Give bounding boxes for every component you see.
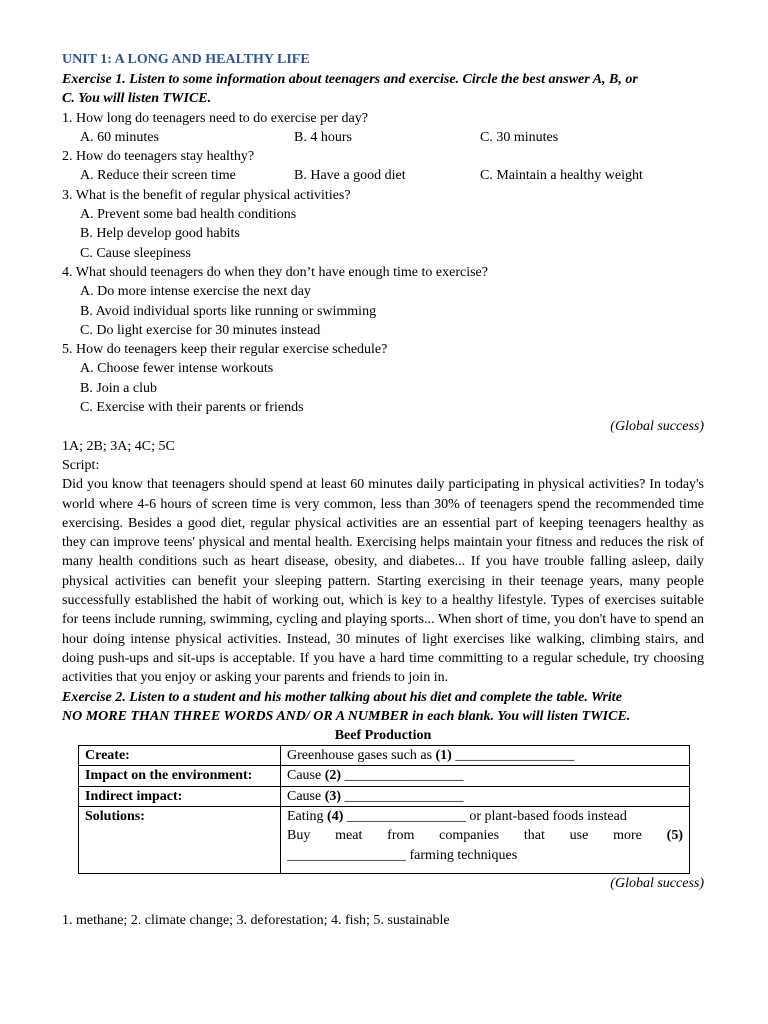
- option-a: A. Reduce their screen time: [80, 168, 236, 184]
- option-c: C. Exercise with their parents or friends: [80, 400, 304, 416]
- option-a: A. Do more intense exercise the next day: [80, 284, 311, 300]
- word: that: [523, 828, 545, 844]
- row-value: [281, 806, 690, 873]
- answer-blank: _________________: [341, 788, 464, 804]
- question-3: 3. What is the benefit of regular physical activities?: [62, 187, 351, 203]
- row-key: Solutions:: [79, 806, 281, 873]
- question-5: 5. How do teenagers keep their regular exercise schedule?: [62, 342, 388, 358]
- blank-number: (5): [666, 828, 683, 844]
- exercise1-source: (Global success): [610, 419, 704, 435]
- option-a: A. Prevent some bad health conditions: [80, 207, 297, 223]
- answer-blank: _________________: [341, 768, 464, 784]
- option-b: B. Join a club: [80, 380, 157, 396]
- exercise1-instruction-line1: Exercise 1. Listen to some information about teenagers and exercise. Circle the best answer A, B, or: [62, 72, 638, 87]
- answer-blank: _________________ or plant-based foods instead: [343, 808, 627, 824]
- beef-production-table: [78, 745, 690, 874]
- exercise1-instruction-line2: C. You will listen TWICE.: [62, 91, 212, 107]
- solutions-line2: [287, 826, 683, 845]
- option-c: C. 30 minutes: [480, 129, 559, 145]
- option-c: C. Cause sleepiness: [80, 245, 191, 261]
- value-text: Cause: [287, 788, 325, 804]
- option-c: C. Do light exercise for 30 minutes instead: [80, 322, 321, 338]
- blank-number: (3): [324, 788, 342, 804]
- option-b: B. Avoid individual sports like running or swimming: [80, 303, 377, 319]
- exercise2-instruction-line1: Exercise 2. Listen to a student and his mother talking about his diet and complete the table. Write: [62, 689, 622, 705]
- question-1: 1. How long do teenagers need to do exercise per day?: [62, 110, 368, 126]
- question-4: 4. What should teenagers do when they don’t have enough time to exercise?: [62, 264, 488, 280]
- table-row: [79, 746, 690, 766]
- option-c: C. Maintain a healthy weight: [480, 168, 643, 184]
- script-label: Script:: [62, 457, 100, 473]
- value-text: Greenhouse gases such as: [287, 748, 436, 764]
- table-row: [79, 786, 690, 806]
- row-key: Indirect impact:: [79, 786, 281, 806]
- option-b: B. Help develop good habits: [80, 226, 240, 242]
- option-b: B. Have a good diet: [294, 168, 406, 184]
- blank-number: (1): [435, 748, 452, 764]
- answer-blank: _________________: [451, 748, 575, 764]
- row-value: [281, 766, 690, 786]
- exercise2-source: (Global success): [610, 875, 704, 891]
- table-row: [79, 806, 690, 873]
- word: meat: [335, 828, 363, 844]
- row-key: Impact on the environment:: [79, 766, 281, 786]
- document-page: [62, 50, 704, 931]
- row-key: Create:: [79, 746, 281, 766]
- word: companies: [439, 828, 500, 844]
- option-b: B. 4 hours: [294, 129, 352, 145]
- blank-number: (2): [324, 768, 342, 784]
- exercise1-instruction: [62, 70, 704, 109]
- exercise2-answers: 1. methane; 2. climate change; 3. deforestation; 4. fish; 5. sustainable: [62, 913, 450, 929]
- question-1-options: [62, 128, 704, 147]
- value-text: Eating: [287, 808, 328, 824]
- word: use: [569, 828, 589, 844]
- word: from: [387, 828, 415, 844]
- option-a: A. 60 minutes: [80, 129, 159, 145]
- row-value: [281, 786, 690, 806]
- unit-title: UNIT 1: A LONG AND HEALTHY LIFE: [62, 52, 310, 67]
- exercise1-answers: 1A; 2B; 3A; 4C; 5C: [62, 438, 175, 454]
- word: Buy: [287, 828, 311, 844]
- table-row: [79, 766, 690, 786]
- table-title: Beef Production: [334, 728, 432, 744]
- value-text: Cause: [287, 768, 325, 784]
- row-value: [281, 746, 690, 766]
- answer-blank: _________________ farming techniques: [287, 847, 518, 863]
- question-2: 2. How do teenagers stay healthy?: [62, 149, 255, 165]
- exercise2-instruction: [62, 688, 704, 727]
- exercise2-instruction-line2: NO MORE THAN THREE WORDS AND/ OR A NUMBER in each blank. You will listen TWICE.: [62, 708, 631, 724]
- script-text: Did you know that teenagers should spend at least 60 minutes daily participating in physical activities? In today's world where 4-6 hours of screen time is very common, less than 30% of teenagers spend the recommended time exercising. Besides a good diet, regular physical activities are an essential part of keeping teenagers healthy as they can improve teens' physical and mental health. Exercising helps maintain your fitness and reduces the risk of many health conditions such as heart disease, obesity, and diabetes... If you have trouble falling asleep, daily physical activities can benefit your sleeping pattern. Starting exercising in their teenage years, many people successfully established the habit of working out, which is key to a healthy lifestyle. Types of exercises suitable for teens include running, swimming, cycling and playing sports... When short of time, you don't have to spend an hour doing intense physical activities. Instead, 30 minutes of light exercises like walking, climbing stairs, and doing push-ups and sit-ups is acceptable. If you have a hard time committing to a regular schedule, try choosing activities that you enjoy or asking your parents and friends to join in.: [62, 477, 704, 686]
- question-2-options: [62, 166, 704, 185]
- option-a: A. Choose fewer intense workouts: [80, 361, 274, 377]
- word: more: [613, 828, 642, 844]
- blank-number: (4): [327, 808, 344, 824]
